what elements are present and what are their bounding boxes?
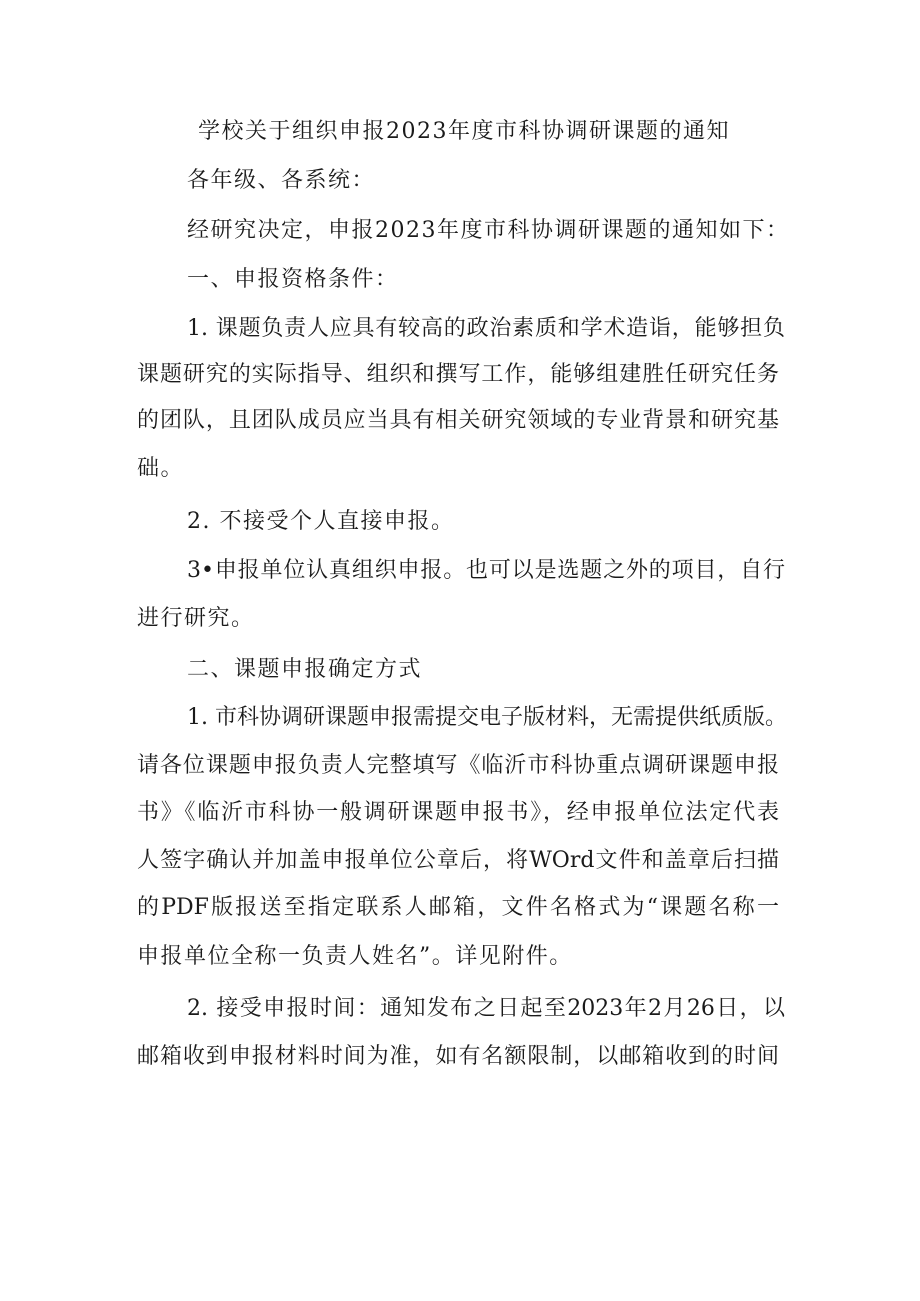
section-2-item-1-line: 1. 市科协调研课题申报需提交电子版材料，无需提供纸质版。	[187, 705, 787, 730]
intro-paragraph: 经研究决定，申报2023年度市科协调研课题的通知如下：	[187, 218, 790, 243]
section-1-heading: 一、申报资格条件：	[187, 267, 399, 292]
section-1-item-1-line: 1. 课题负责人应具有较高的政治素质和学术造诣，能够担负	[187, 316, 785, 341]
section-1-item-1-line: 课题研究的实际指导、组织和撰写工作，能够组建胜任研究任务	[137, 362, 779, 387]
section-2-item-2-line: 2. 接受申报时间：通知发布之日起至2023年2月26日，以	[187, 996, 785, 1021]
salutation: 各年级、各系统：	[187, 168, 376, 193]
section-2-item-2-line: 邮箱收到申报材料时间为准，如有名额限制，以邮箱收到的时间	[137, 1044, 779, 1069]
section-2-item-1-line: 人签字确认并加盖申报单位公章后，将WOrd文件和盖章后扫描	[137, 848, 779, 873]
section-1-item-1-line: 的团队，且团队成员应当具有相关研究领域的专业背景和研究基	[137, 408, 779, 433]
document-title: 学校关于组织申报2023年度市科协调研课题的通知	[198, 119, 730, 144]
section-1-item-3-line: 进行研究。	[137, 606, 255, 631]
section-2-item-1-line: 申报单位全称一负责人姓名”。详见附件。	[137, 944, 573, 969]
section-1-item-3-line: 3•申报单位认真组织申报。也可以是选题之外的项目，自行	[187, 558, 785, 583]
section-1-item-1-line: 础。	[137, 456, 185, 481]
section-2-item-1-line: 的PDF版报送至指定联系人邮箱，文件名格式为“课题名称一	[137, 895, 779, 920]
section-1-item-2: 2. 不接受个人直接申报。	[187, 509, 455, 534]
section-2-heading: 二、课题申报确定方式	[187, 657, 423, 682]
section-2-item-1-line: 书》《临沂市科协一般调研课题申报书》，经申报单位法定代表	[137, 800, 779, 825]
section-2-item-1-line: 请各位课题申报负责人完整填写《临沂市科协重点调研课题申报	[137, 753, 779, 778]
